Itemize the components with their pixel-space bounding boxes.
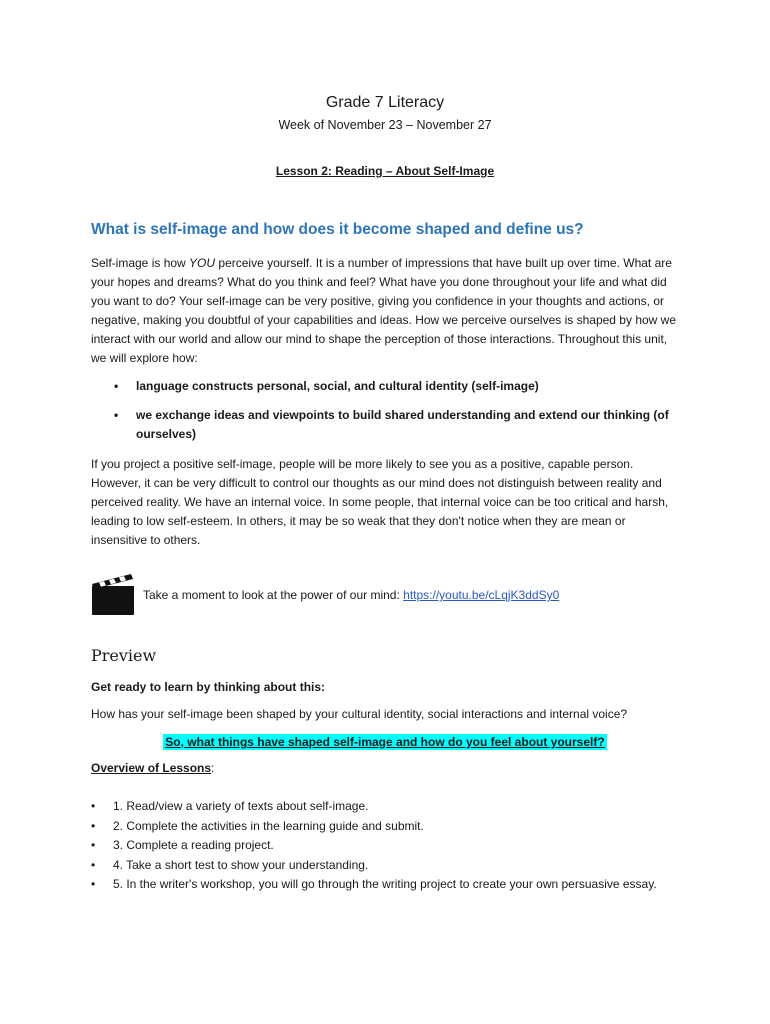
intro-paragraph <box>91 254 681 368</box>
overview-label: Overview of Lessons <box>91 761 212 775</box>
section-heading: What is self-image and how does it become shaped and define us? <box>91 221 584 238</box>
week-range: Week of November 23 – November 27 <box>278 118 492 132</box>
list-item: • we exchange ideas and viewpoints to build shared understanding and extend our thinking (of ourselves) <box>114 406 684 444</box>
video-prompt-text: Take a moment to look at the power of our mind: <box>143 588 404 602</box>
intro-text-rest: perceive yourself. It is a number of impressions that have built up over time. What are your hopes and dreams? What do you think and feel? What have you done throughout your life and what did you want to do? Your self-image can be very positive, giving you confidence in your thoughts and actions, or negative, making you doubtful of your capabilities and ideas. How we perceive ourselves is shaped by how we interact with our world and allow our mind to shape the perception of those interactions. Throughout this unit, we will explore how: <box>91 256 676 365</box>
list-item: • 4. Take a short test to show your understanding. <box>91 856 681 876</box>
lessons-list <box>91 797 681 895</box>
list-item: • 3. Complete a reading project. <box>91 836 681 856</box>
clapperboard-icon <box>91 572 135 616</box>
highlighted-question: So, what things have shaped self-image and how do you feel about yourself? <box>165 735 605 749</box>
reflection-question: How has your self-image been shaped by your cultural identity, social interactions and internal voice? <box>91 707 628 721</box>
list-item: • 5. In the writer's workshop, you will go through the writing project to create your own persuasive essay. <box>91 875 681 895</box>
get-ready-label: Get ready to learn by thinking about this: <box>91 680 326 694</box>
overview-colon: : <box>211 761 215 775</box>
highlight-line <box>0 733 770 751</box>
list-item: • language constructs personal, social, and cultural identity (self-image) <box>114 377 684 396</box>
list-item: • 1. Read/view a variety of texts about self-image. <box>91 797 681 817</box>
intro-text-start: Self-image is how <box>91 256 190 270</box>
overview-heading <box>91 761 214 775</box>
preview-heading: Preview <box>91 646 157 665</box>
document-title: Grade 7 Literacy <box>325 94 445 111</box>
explore-list <box>114 377 684 396</box>
video-link[interactable]: https://youtu.be/cLqjK3ddSy0 <box>403 588 560 602</box>
self-image-paragraph: If you project a positive self-image, people will be more likely to see you as a positive, capable person. However, it can be very difficult to control our thoughts as our mind does not distinguish between reality and perceived reality. We have an internal voice. In some people, that internal voice can be too critical and harsh, leading to low self-esteem. In others, it may be so weak that they don't notice when they are mean or insensitive to others. <box>91 457 669 547</box>
lesson-title <box>0 164 770 178</box>
video-prompt <box>143 588 559 602</box>
explore-list <box>114 406 684 444</box>
list-item: • 2. Complete the activities in the learning guide and submit. <box>91 817 681 837</box>
lesson-title-text: Lesson 2: Reading – About Self-Image <box>275 164 495 178</box>
intro-emphasis: YOU <box>189 256 216 270</box>
